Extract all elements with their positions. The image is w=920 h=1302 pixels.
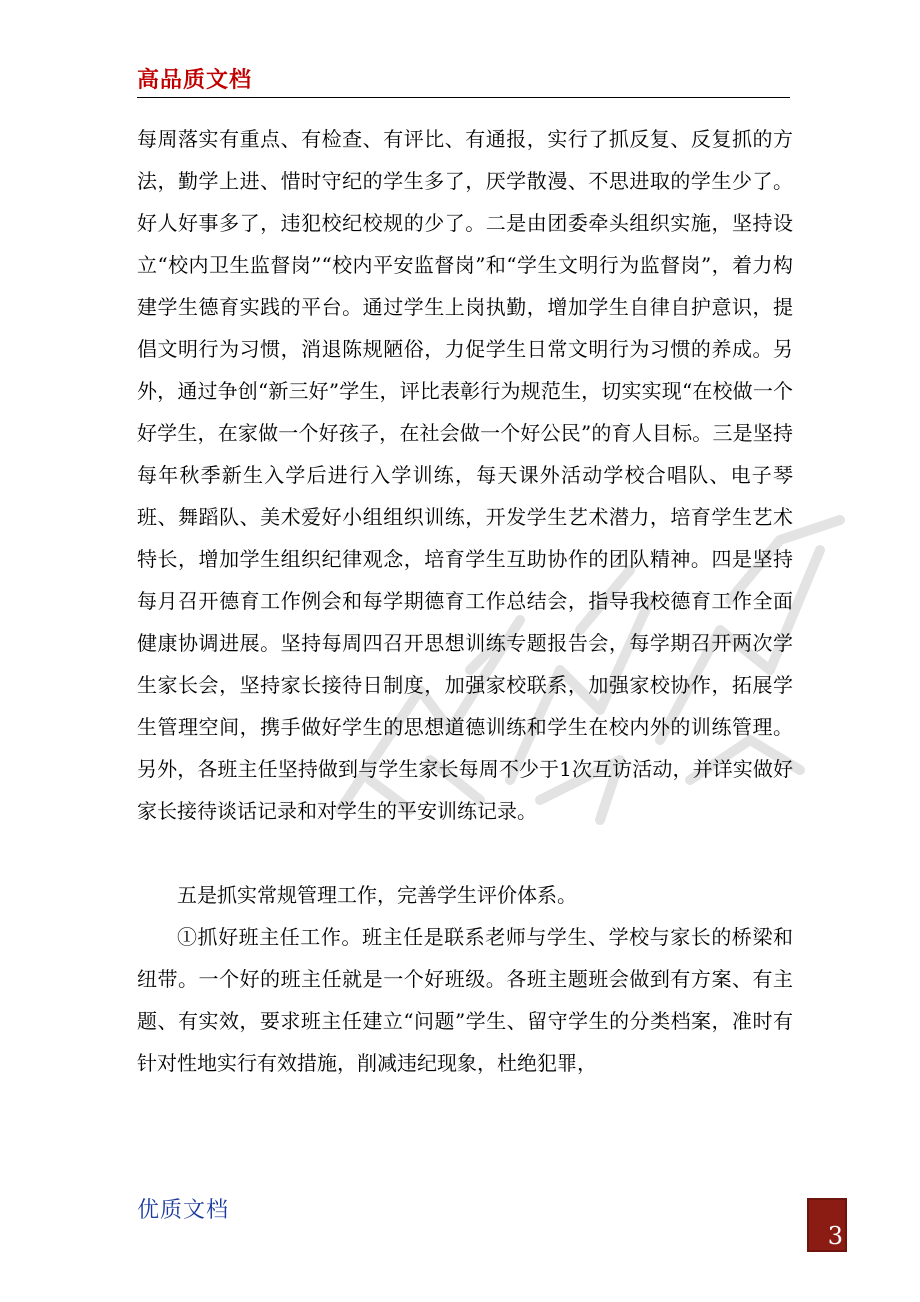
body-paragraph-2: 五是抓实常规管理工作，完善学生评价体系。 [177,883,577,907]
page-number: 3 [827,1222,843,1250]
page-number-badge [807,1198,847,1252]
document-body [137,118,793,1084]
body-paragraph-1: 每周落实有重点、有检查、有评比、有通报，实行了抓反复、反复抓的方法，勤学上进、惜时守纪的学生多了，厌学散漫、不思进取的学生少了。好人好事多了，违犯校纪校规的少了。二是由团委牵头组织实施，坚持设立“校内卫生监督岗”“校内平安监督岗”和“学生文明行为监督岗”，着力构建学生德育实践的平台。通过学生上岗执勤，增加学生自律自护意识，提倡文明行为习惯，消退陈规陋俗，力促学生日常文明行为习惯的养成。另外，通过争创“新三好”学生，评比表彰行为规范生，切实实现“在校做一个好学生，在家做一个好孩子，在社会做一个好公民”的育人目标。三是坚持每年秋季新生入学后进行入学训练，每天课外活动学校合唱队、电子琴班、舞蹈队、美术爱好小组组织训练，开发学生艺术潜力，培育学生艺术特长，增加学生组织纪律观念，培育学生互助协作的团队精神。四是坚持每月召开德育工作例会和每学期德育工作总结会，指导我校德育工作全面健康协调进展。坚持每周四召开思想训练专题报告会，每学期召开两次学生家长会，坚持家长接待日制度，加强家校联系，加强家校协作，拓展学生管理空间，携手做好学生的思想道德训练和学生在校内外的训练管理。另外，各班主任坚持做到与学生家长每周不少于1次互访活动，并详实做好家长接待谈话记录和对学生的平安训练记录。 [137,127,793,823]
body-paragraph-3: ①抓好班主任工作。班主任是联系老师与学生、学校与家长的桥梁和纽带。一个好的班主任就是一个好班级。各班主题班会做到有方案、有主题、有实效，要求班主任建立“问题”学生、留守学生的分类档案，准时有针对性地实行有效措施，削减违纪现象，杜绝犯罪， [137,925,793,1075]
header-divider [137,97,790,98]
header-title: 高品质文档 [137,68,253,93]
footer-title: 优质文档 [137,1198,230,1223]
